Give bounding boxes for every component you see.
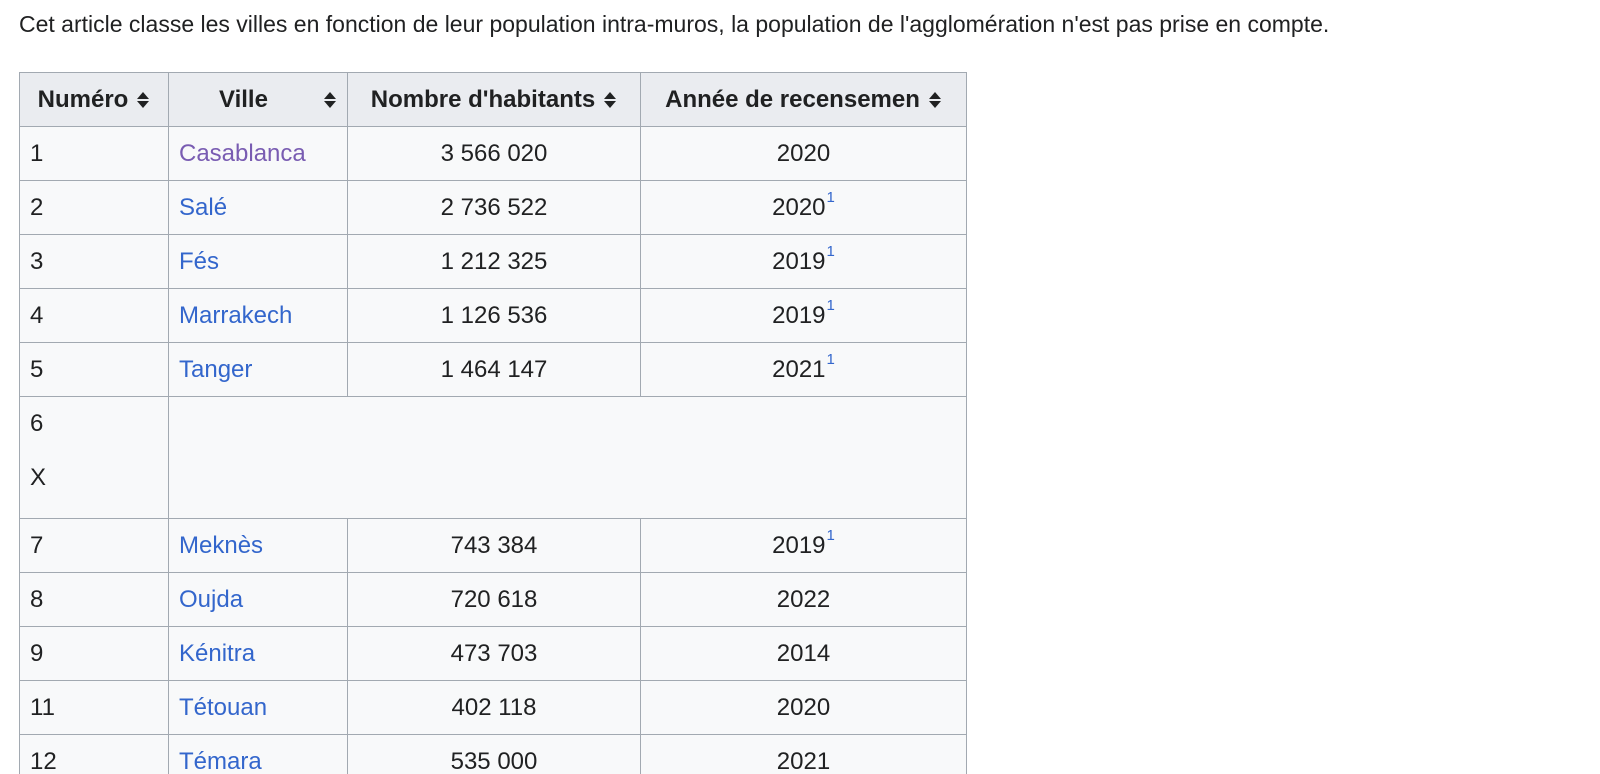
table-row xyxy=(20,627,967,681)
year-value: 2021 xyxy=(772,356,826,383)
city-cell xyxy=(169,519,348,573)
reference-link[interactable]: 1 xyxy=(826,243,835,260)
rank-cell xyxy=(20,397,169,519)
population-cell: 743 384 xyxy=(348,519,641,573)
city-cell xyxy=(169,573,348,627)
city-cell xyxy=(169,735,348,774)
population-cell: 1 212 325 xyxy=(348,235,641,289)
population-cell: 720 618 xyxy=(348,573,641,627)
year-cell xyxy=(641,181,967,235)
header-numero[interactable] xyxy=(20,73,169,127)
header-ville[interactable] xyxy=(169,73,348,127)
year-value: 2019 xyxy=(772,248,826,275)
rank-cell: 11 xyxy=(20,681,169,735)
reference-link[interactable]: 1 xyxy=(826,351,835,368)
population-cell: 1 126 536 xyxy=(348,289,641,343)
table-row xyxy=(20,181,967,235)
table-row xyxy=(20,235,967,289)
table-row xyxy=(20,519,967,573)
cities-table-wrapper xyxy=(19,72,967,774)
city-link[interactable]: Casablanca xyxy=(179,139,306,167)
year-cell xyxy=(641,573,967,627)
year-cell xyxy=(641,235,967,289)
population-cell: 473 703 xyxy=(348,627,641,681)
year-cell xyxy=(641,289,967,343)
city-cell xyxy=(169,235,348,289)
table-row xyxy=(20,735,967,774)
header-annee[interactable] xyxy=(641,73,967,127)
reference-link[interactable]: 1 xyxy=(826,189,835,206)
cities-table xyxy=(19,72,967,774)
population-cell: 1 464 147 xyxy=(348,343,641,397)
year-value: 2022 xyxy=(776,585,831,613)
rank-cell: 9 xyxy=(20,627,169,681)
rank-cell: 1 xyxy=(20,127,169,181)
year-value: 2021 xyxy=(776,747,831,774)
header-label: Numéro xyxy=(37,85,129,113)
rank-extra: X xyxy=(30,464,47,491)
year-value: 2020 xyxy=(772,194,826,221)
table-row xyxy=(20,573,967,627)
table-row xyxy=(20,681,967,735)
population-cell: 535 000 xyxy=(348,735,641,774)
table-row xyxy=(20,289,967,343)
intro-paragraph: Cet article classe les villes en fonction de leur population intra-muros, la population de l'agglomération n'est pas prise en compte. xyxy=(19,11,1330,37)
header-label: Ville xyxy=(219,85,268,113)
year-value: 2019 xyxy=(772,302,826,329)
year-cell xyxy=(641,343,967,397)
population-cell: 3 566 020 xyxy=(348,127,641,181)
header-label: Nombre d'habitants xyxy=(370,85,596,113)
city-link[interactable]: Tétouan xyxy=(179,693,268,721)
city-link[interactable]: Témara xyxy=(179,747,262,774)
rank-cell: 3 xyxy=(20,235,169,289)
city-link[interactable]: Meknès xyxy=(179,531,264,559)
year-cell xyxy=(641,681,967,735)
table-row xyxy=(20,127,967,181)
year-value: 2019 xyxy=(772,532,826,559)
table-row xyxy=(20,343,967,397)
rank-cell: 4 xyxy=(20,289,169,343)
city-cell xyxy=(169,627,348,681)
city-link[interactable]: Oujda xyxy=(179,585,244,613)
year-value: 2014 xyxy=(776,639,831,667)
header-label: Année de recensemen xyxy=(665,85,920,113)
empty-cell xyxy=(169,397,967,519)
sort-icon[interactable] xyxy=(928,92,942,108)
city-cell xyxy=(169,127,348,181)
table-row-gap xyxy=(20,397,967,519)
rank-cell: 8 xyxy=(20,573,169,627)
year-cell xyxy=(641,735,967,774)
year-cell xyxy=(641,519,967,573)
city-link[interactable]: Salé xyxy=(179,193,228,221)
city-link[interactable]: Kénitra xyxy=(179,639,256,667)
reference-link[interactable]: 1 xyxy=(826,527,835,544)
year-value: 2020 xyxy=(776,139,831,167)
city-link[interactable]: Fés xyxy=(179,247,220,275)
year-cell xyxy=(641,627,967,681)
rank-cell: 7 xyxy=(20,519,169,573)
population-cell: 402 118 xyxy=(348,681,641,735)
sort-icon[interactable] xyxy=(323,92,337,108)
year-cell xyxy=(641,127,967,181)
rank-value: 6 xyxy=(30,410,44,437)
rank-cell: 5 xyxy=(20,343,169,397)
city-cell xyxy=(169,681,348,735)
population-cell: 2 736 522 xyxy=(348,181,641,235)
city-cell xyxy=(169,289,348,343)
header-population[interactable] xyxy=(348,73,641,127)
reference-link[interactable]: 1 xyxy=(826,297,835,314)
rank-cell: 2 xyxy=(20,181,169,235)
city-cell xyxy=(169,343,348,397)
rank-cell: 12 xyxy=(20,735,169,774)
city-cell xyxy=(169,181,348,235)
sort-icon[interactable] xyxy=(603,92,617,108)
year-value: 2020 xyxy=(776,693,831,721)
city-link[interactable]: Tanger xyxy=(179,355,253,383)
table-header-row xyxy=(20,73,967,127)
sort-icon[interactable] xyxy=(136,92,150,108)
city-link[interactable]: Marrakech xyxy=(179,301,293,329)
